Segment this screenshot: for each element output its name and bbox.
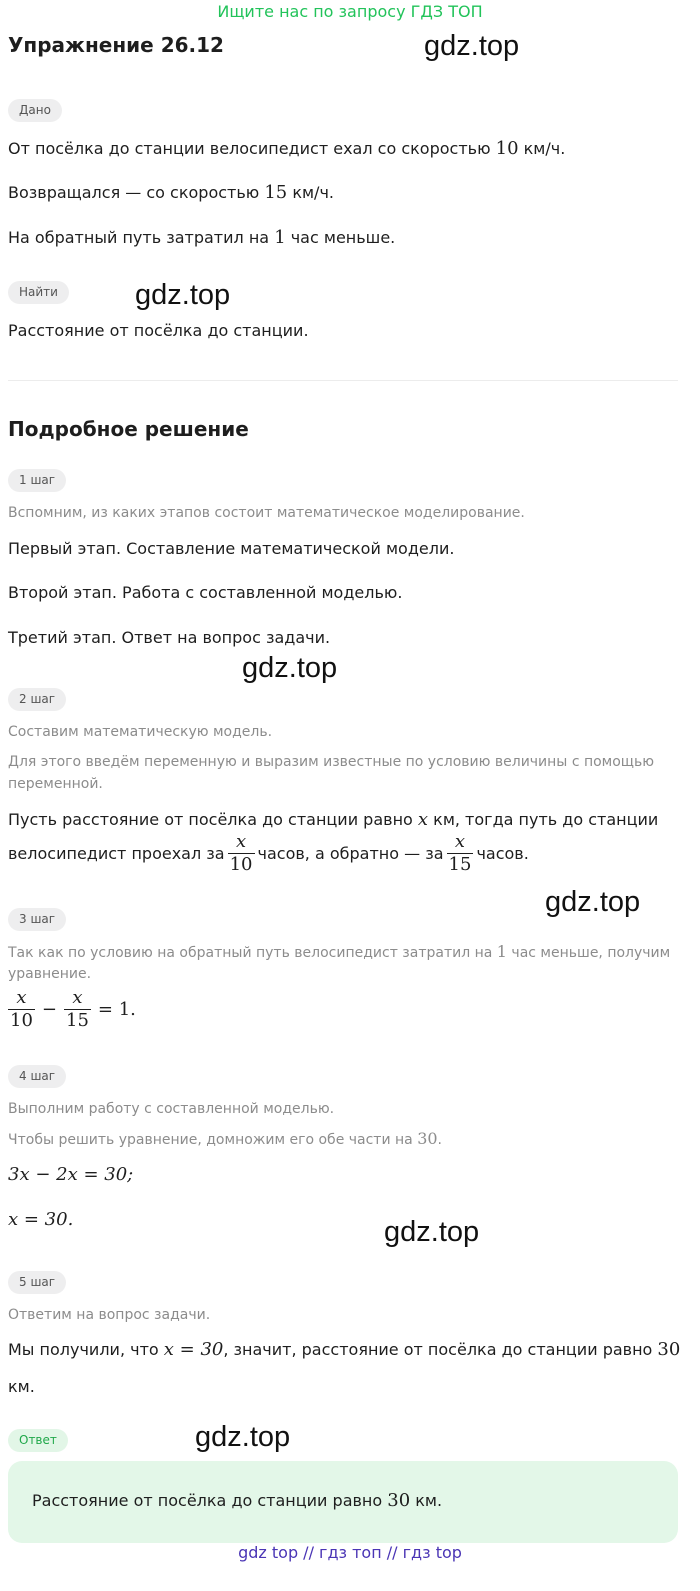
step-hint: Чтобы решить уравнение, домножим его обе части на 30. [8, 1129, 442, 1148]
watermark: gdz.top [545, 886, 641, 918]
fraction: $\frac{x}{10}$ [10, 987, 33, 1031]
find-badge: Найти [8, 281, 69, 304]
equation: $\frac{x}{10}$ − $\frac{x}{15}$ = 1. [10, 987, 136, 1031]
watermark: gdz.top [242, 652, 338, 684]
step-2 [8, 688, 66, 711]
step-hint: Составим математическую модель. [8, 724, 273, 740]
footer-links[interactable]: gdz top // гдз топ // гдз top [238, 1543, 462, 1562]
step-hint: Выполним работу с составленной моделью. [8, 1101, 335, 1117]
given-line-1: От посёлка до станции велосипедист ехал со скоростью 10 км/ч. [8, 138, 566, 159]
step-1 [8, 469, 66, 492]
step-text: Второй этап. Работа с составленной моделью. [8, 583, 403, 602]
step-hint: переменной. [8, 776, 103, 792]
watermark: gdz.top [195, 1421, 291, 1453]
watermark: gdz.top [424, 30, 520, 62]
watermark: gdz.top [135, 279, 231, 311]
fraction: $\frac{x}{15}$ [448, 831, 472, 875]
watermark: gdz.top [384, 1216, 480, 1248]
answer-badge: Ответ [8, 1429, 68, 1452]
given-line-3: На обратный путь затратил на 1 час меньше. [8, 227, 396, 248]
find-section [8, 281, 69, 304]
divider [8, 380, 678, 381]
step-4 [8, 1065, 66, 1088]
step-hint: Ответим на вопрос задачи. [8, 1307, 211, 1323]
page-title: Упражнение 26.12 [8, 33, 224, 57]
find-text: Расстояние от посёлка до станции. [8, 321, 309, 340]
step-text: велосипедист проехал за $\frac{x}{10}$ часов, а обратно — за $\frac{x}{15}$ часов. [8, 831, 529, 875]
step-badge: 3 шаг [8, 908, 66, 931]
fraction: $\frac{x}{10}$ [229, 831, 253, 875]
answer-text: Расстояние от посёлка до станции равно 30 км. [32, 1490, 443, 1511]
given-badge: Дано [8, 99, 62, 122]
step-5 [8, 1271, 66, 1294]
step-badge: 4 шаг [8, 1065, 66, 1088]
step-hint: уравнение. [8, 966, 92, 982]
step-hint: Так как по условию на обратный путь велосипедист затратил на 1 час меньше, получим [8, 942, 671, 961]
step-hint: Вспомним, из каких этапов состоит математическое моделирование. [8, 505, 525, 521]
answer-section [8, 1429, 68, 1452]
solution-title: Подробное решение [8, 417, 249, 441]
step-text: Мы получили, что x = 30, значит, расстояние от посёлка до станции равно 30 [8, 1339, 681, 1360]
fraction: $\frac{x}{15}$ [66, 987, 89, 1031]
given-section [8, 99, 62, 122]
given-line-2: Возвращался — со скоростью 15 км/ч. [8, 182, 334, 203]
equation: 3x − 2x = 30; [8, 1164, 134, 1185]
step-badge: 5 шаг [8, 1271, 66, 1294]
step-text: км. [8, 1377, 35, 1396]
step-badge: 1 шаг [8, 469, 66, 492]
step-text: Третий этап. Ответ на вопрос задачи. [8, 628, 331, 647]
step-text: Пусть расстояние от посёлка до станции равно x км, тогда путь до станции [8, 809, 659, 830]
equation: x = 30. [8, 1209, 74, 1230]
step-3 [8, 908, 66, 931]
step-hint: Для этого введём переменную и выразим известные по условию величины с помощью [8, 754, 655, 770]
search-banner[interactable]: Ищите нас по запросу ГДЗ ТОП [217, 2, 483, 21]
step-text: Первый этап. Составление математической модели. [8, 539, 455, 558]
step-badge: 2 шаг [8, 688, 66, 711]
